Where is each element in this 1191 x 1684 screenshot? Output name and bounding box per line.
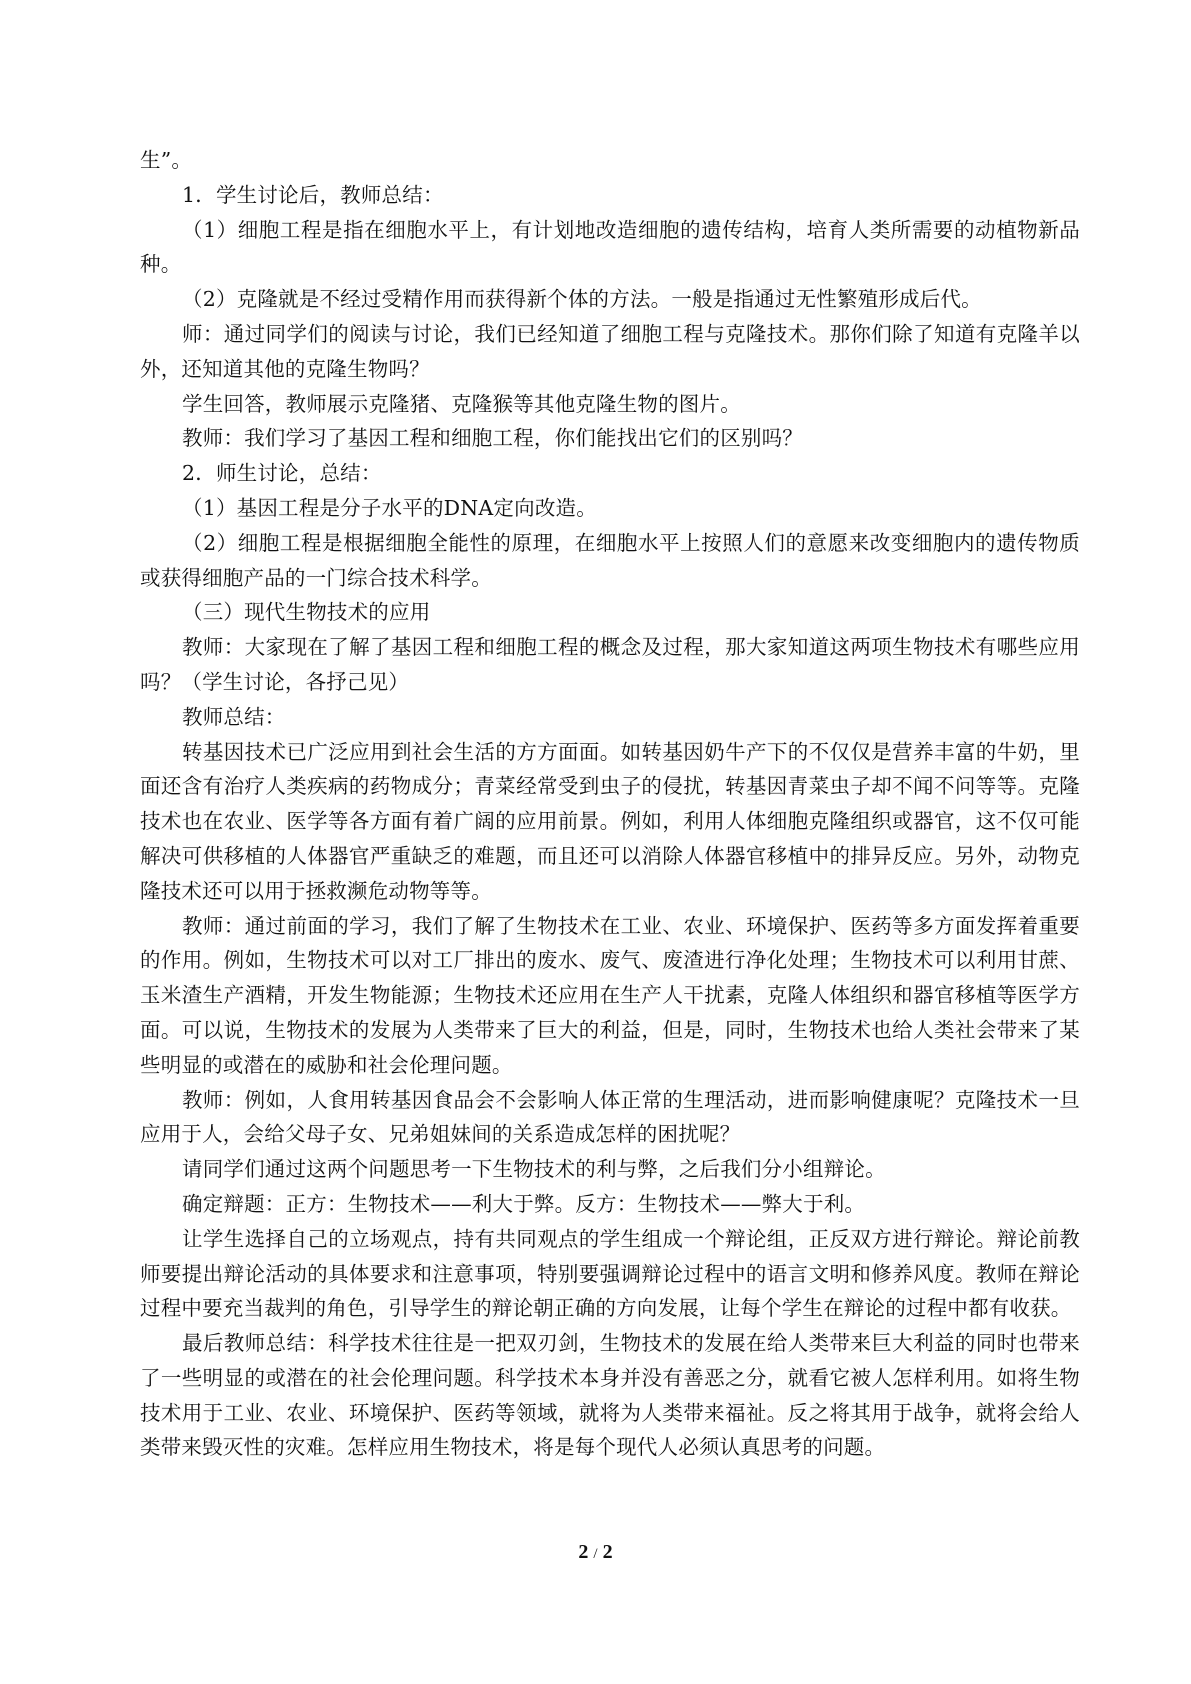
paragraph: 生”。 xyxy=(140,148,193,172)
document-body xyxy=(140,143,1080,1465)
paragraph: （1）细胞工程是指在细胞水平上，有计划地改造细胞的遗传结构，培育人类所需要的动植物新品种。 xyxy=(140,217,1080,277)
paragraph: 教师：例如，人食用转基因食品会不会影响人体正常的生理活动，进而影响健康呢？克隆技术一旦应用于人，会给父母子女、兄弟姐妹间的关系造成怎样的困扰呢？ xyxy=(140,1087,1080,1147)
page-separator: / xyxy=(593,1546,598,1562)
section-heading: （三）现代生物技术的应用 xyxy=(182,600,431,625)
page-number xyxy=(0,1541,1191,1564)
paragraph: 转基因技术已广泛应用到社会生活的方方面面。如转基因奶牛产下的不仅仅是营养丰富的牛奶，里面还含有治疗人类疾病的药物成分；青菜经常受到虫子的侵扰，转基因青菜虫子却不闻不问等等。克隆技术也在农业、医学等各方面有着广阔的应用前景。例如，利用人体细胞克隆组织或器官，这不仅可能解决可供移植的人体器官严重缺乏的难题，而且还可以消除人体器官移植中的排异反应。另外，动物克隆技术还可以用于拯救濒危动物等等。 xyxy=(140,739,1080,903)
paragraph: 教师：通过前面的学习，我们了解了生物技术在工业、农业、环境保护、医药等多方面发挥着重要的作用。例如，生物技术可以对工厂排出的废水、废气、废渣进行净化处理；生物技术可以利用甘蔗、玉米渣生产酒精，开发生物能源；生物技术还应用在生产人干扰素，克隆人体组织和器官移植等医学方面。可以说，生物技术的发展为人类带来了巨大的利益，但是，同时，生物技术也给人类社会带来了某些明显的或潜在的威胁和社会伦理问题。 xyxy=(140,913,1080,1077)
paragraph: （2）细胞工程是根据细胞全能性的原理，在细胞水平上按照人们的意愿来改变细胞内的遗传物质或获得细胞产品的一门综合技术科学。 xyxy=(140,530,1080,590)
paragraph: 2．师生讨论，总结： xyxy=(182,461,382,486)
page-total: 2 xyxy=(602,1541,613,1563)
paragraph: （1）基因工程是分子水平的DNA定向改造。 xyxy=(182,495,597,520)
page-current: 2 xyxy=(578,1541,589,1563)
paragraph: 最后教师总结：科学技术往往是一把双刃剑，生物技术的发展在给人类带来巨大利益的同时也带来了一些明显的或潜在的社会伦理问题。科学技术本身并没有善恶之分，就看它被人怎样利用。如将生物技术用于工业、农业、环境保护、医药等领域，就将为人类带来福祉。反之将其用于战争，就将会给人类带来毁灭性的灾难。怎样应用生物技术，将是每个现代人必须认真思考的问题。 xyxy=(140,1331,1080,1460)
paragraph: 教师：大家现在了解了基因工程和细胞工程的概念及过程，那大家知道这两项生物技术有哪些应用吗？（学生讨论，各抒己见） xyxy=(140,635,1080,694)
paragraph: 1．学生讨论后，教师总结： xyxy=(182,182,444,207)
paragraph: 学生回答，教师展示克隆猪、克隆猴等其他克隆生物的图片。 xyxy=(182,391,741,416)
paragraph: （2）克隆就是不经过受精作用而获得新个体的方法。一般是指通过无性繁殖形成后代。 xyxy=(182,287,982,312)
paragraph: 让学生选择自己的立场观点，持有共同观点的学生组成一个辩论组，正反双方进行辩论。辩论前教师要提出辩论活动的具体要求和注意事项，特别要强调辩论过程中的语言文明和修养风度。教师在辩论过程中要充当裁判的角色，引导学生的辩论朝正确的方向发展，让每个学生在辩论的过程中都有收获。 xyxy=(140,1226,1080,1321)
paragraph: 教师：我们学习了基因工程和细胞工程，你们能找出它们的区别吗？ xyxy=(182,426,803,451)
paragraph: 确定辩题：正方：生物技术——利大于弊。反方：生物技术——弊大于利。 xyxy=(182,1191,866,1216)
paragraph: 师：通过同学们的阅读与讨论，我们已经知道了细胞工程与克隆技术。那你们除了知道有克隆羊以外，还知道其他的克隆生物吗？ xyxy=(140,321,1080,381)
paragraph: 请同学们通过这两个问题思考一下生物技术的利与弊，之后我们分小组辩论。 xyxy=(182,1157,886,1182)
paragraph: 教师总结： xyxy=(182,704,286,729)
